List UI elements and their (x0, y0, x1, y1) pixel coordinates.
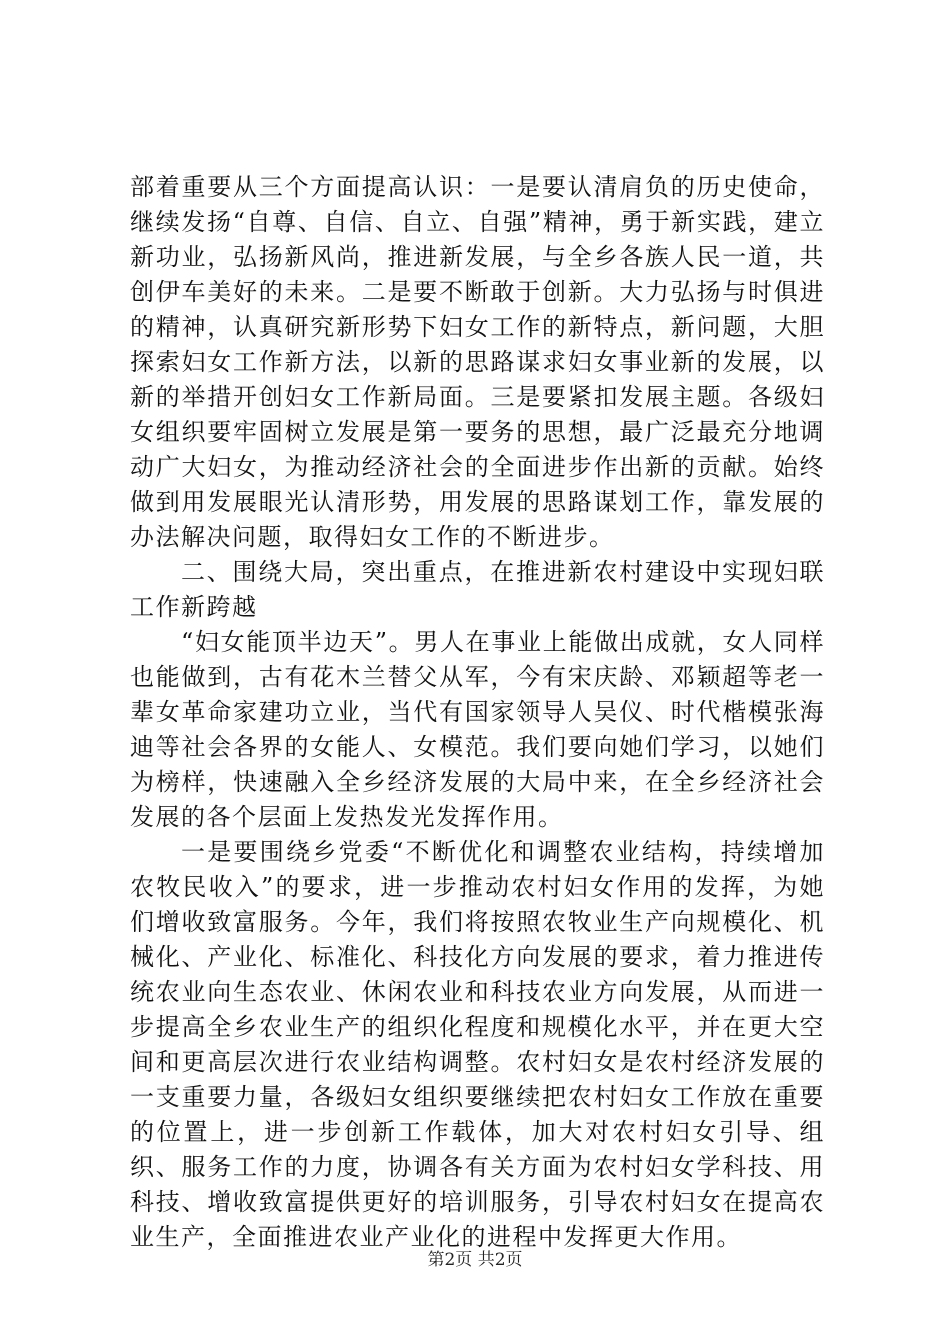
paragraph-3: 一是要围绕乡党委“不断优化和调整农业结构，持续增加农牧民收入”的要求，进一步推动农村妇女作用的发挥，为她们增收致富服务。今年，我们将按照农牧业生产向规模化、机械化、产业化、标准化、科技化方向发展的要求，着力推进传统农业向生态农业、休闲农业和科技农业方向发展，从而进一步提高全乡农业生产的组织化程度和规模化水平，并在更大空间和更高层次进行农业结构调整。农村妇女是农村经济发展的一支重要力量，各级妇女组织要继续把农村妇女工作放在重要的位置上，进一步创新工作载体，加大对农村妇女引导、组织、服务工作的力度，协调各有关方面为农村妇女学科技、用科技、增收致富提供更好的培训服务，引导农村妇女在提高农业生产，全面推进农业产业化的进程中发挥更大作用。 (130, 838, 825, 1251)
paragraph-2: “妇女能顶半边天”。男人在事业上能做出成就，女人同样也能做到，古有花木兰替父从军，今有宋庆龄、邓颖超等老一辈女革命家建功立业，当代有国家领导人吴仪、时代楷模张海迪等社会各界的女能人、女模范。我们要向她们学习，以她们为榜样，快速融入全乡经济发展的大局中来，在全乡经济社会发展的各个层面上发热发光发挥作用。 (130, 628, 825, 831)
paragraph-1: 部着重要从三个方面提高认识：一是要认清肩负的历史使命，继续发扬“自尊、自信、自立、自强”精神，勇于新实践，建立新功业，弘扬新风尚，推进新发展，与全乡各族人民一道，共创伊车美好的未来。二是要不断敢于创新。大力弘扬与时俱进的精神，认真研究新形势下妇女工作的新特点，新问题，大胆探索妇女工作新方法，以新的思路谋求妇女事业新的发展，以新的举措开创妇女工作新局面。三是要紧扣发展主题。各级妇女组织要牢固树立发展是第一要务的思想，最广泛最充分地调动广大妇女，为推动经济社会的全面进步作出新的贡献。始终做到用发展眼光认清形势，用发展的思路谋划工作，靠发展的办法解决问题，取得妇女工作的不断进步。 (130, 173, 825, 551)
page-footer: 第2页 共2页 (427, 1250, 523, 1270)
section-heading: 二、围绕大局，突出重点，在推进新农村建设中实现妇联工作新跨越 (130, 558, 825, 621)
document-body (130, 170, 825, 1255)
